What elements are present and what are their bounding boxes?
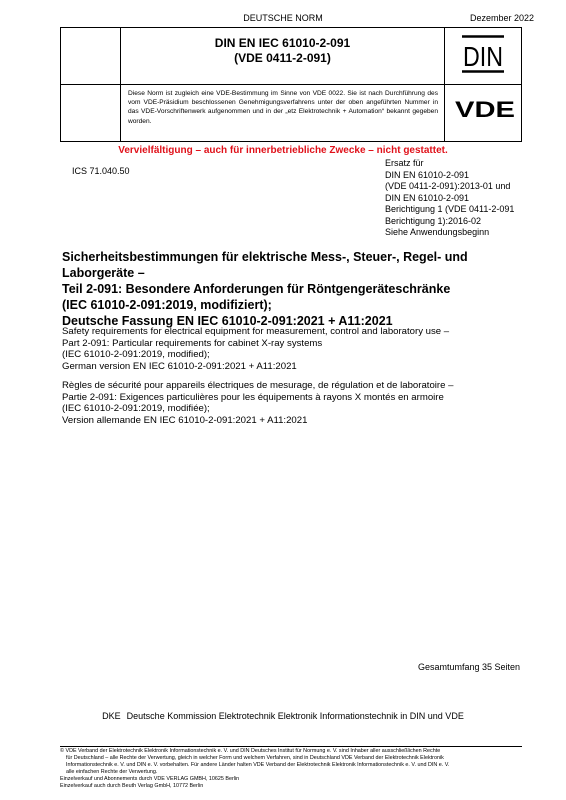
french-title-line: Règles de sécurité pour appareils électriques de mesurage, de régulation et de laboratoire –	[62, 380, 454, 391]
din-logo-text: DIN	[463, 41, 503, 72]
committee-abbreviation: DKE	[102, 711, 121, 721]
german-title-line: Laborgeräte –	[62, 266, 145, 280]
german-title	[62, 249, 522, 329]
copyright-line: Einzelverkauf auch durch Beuth Verlag GmbH, 10772 Berlin	[60, 783, 204, 789]
title-block-divider-middle	[60, 84, 522, 85]
replacement-line: Berichtigung 1 (VDE 0411-2-091	[385, 204, 515, 214]
english-title-line: German version EN IEC 61010-2-091:2021 + A11:2021	[62, 360, 297, 372]
english-title-line: Part 2-091: Particular requirements for cabinet X-ray systems	[62, 337, 323, 349]
english-title	[62, 326, 532, 372]
replacement-line: Ersatz für	[385, 158, 424, 168]
reproduction-notice: Vervielfältigung – auch für innerbetriebliche Zwecke – nicht gestattet.	[118, 145, 448, 156]
replacement-line: Berichtigung 1):2016-02	[385, 215, 482, 226]
replacement-info	[385, 158, 514, 239]
vde-regulation-note: Diese Norm ist zugleich eine VDE-Bestimmung im Sinne von VDE 0022. Sie ist nach Durchführung des vom VDE-Präsidium beschlossenen Genehmigungsverfahrens unter der oben angeführten Nummer in das VDE-Vorschriftenwerk aufgenommen und in der „etz Elektrotechnik + Automation“ bekannt gegeben worden.	[128, 90, 438, 125]
french-title-line: Partie 2-091: Exigences particulières pour les équipements à rayons X montés en armoire	[62, 391, 444, 403]
vde-logo-text: VDE	[455, 97, 515, 122]
copyright-line: Einzelverkauf und Abonnements durch VDE VERLAG GMBH, 10625 Berlin	[60, 776, 240, 782]
french-title	[62, 380, 532, 426]
copyright-line: © VDE Verband der Elektrotechnik Elektronik Informationstechnik e. V. und DIN Deutsches Institut für Normung e. V. sind Inhaber aller ausschließlichen Rechte	[60, 748, 441, 754]
ics-code: ICS 71.040.50	[72, 166, 130, 176]
french-title-line: (IEC 61010-2-091:2019, modifiée);	[62, 403, 210, 414]
english-title-line: (IEC 61010-2-091:2019, modified);	[62, 349, 210, 360]
standard-number-line2: (VDE 0411-2-091)	[234, 51, 331, 65]
replacement-line: (VDE 0411-2-091):2013-01 und	[385, 181, 511, 191]
vde-logo	[454, 96, 516, 122]
footer-divider	[60, 746, 522, 747]
german-title-line: (IEC 61010-2-091:2019, modifiziert);	[62, 298, 272, 312]
english-title-line: Safety requirements for electrical equipment for measurement, control and laboratory use –	[62, 326, 450, 337]
standard-number-line1: DIN EN IEC 61010-2-091	[214, 36, 351, 50]
german-title-line: Sicherheitsbestimmungen für elektrische Mess-, Steuer-, Regel- und	[62, 250, 468, 264]
replacement-line: Siehe Anwendungsbeginn	[385, 227, 490, 237]
german-title-line: Deutsche Fassung EN IEC 61010-2-091:2021 + A11:2021	[62, 314, 393, 328]
document-type-label: DEUTSCHE NORM	[243, 13, 323, 23]
total-pages: Gesamtumfang 35 Seiten	[417, 662, 520, 672]
french-title-line: Version allemande EN IEC 61010-2-091:2021 + A11:2021	[62, 414, 308, 426]
german-title-line: Teil 2-091: Besondere Anforderungen für Röntgengeräteschränke	[62, 282, 451, 296]
replacement-line: DIN EN 61010-2-091	[385, 169, 470, 180]
copyright-line: Informationstechnik e. V. und DIN e. V. vorbehalten. Für andere Länder halten VDE Verband der Elektrotechnik Elektronik Informationstechnik e. V. und DIN e. V.	[66, 762, 450, 768]
din-logo	[460, 34, 506, 74]
replacement-line: DIN EN 61010-2-091	[385, 192, 470, 203]
copyright-notice	[60, 748, 520, 790]
copyright-line: alle einfachen Rechte der Verwertung.	[66, 769, 158, 775]
publication-date: Dezember 2022	[469, 13, 534, 23]
committee-line	[0, 711, 566, 721]
standard-number	[121, 36, 444, 66]
copyright-line: für Deutschland – alle Rechte der Verwertung, gleich in welcher Form und welchem Verfahren, sind in Deutschland VDE Verband der Elektrotechnik Elektronik	[66, 755, 444, 761]
committee-name: Deutsche Kommission Elektrotechnik Elektronik Informationstechnik in DIN und VDE	[126, 711, 464, 721]
